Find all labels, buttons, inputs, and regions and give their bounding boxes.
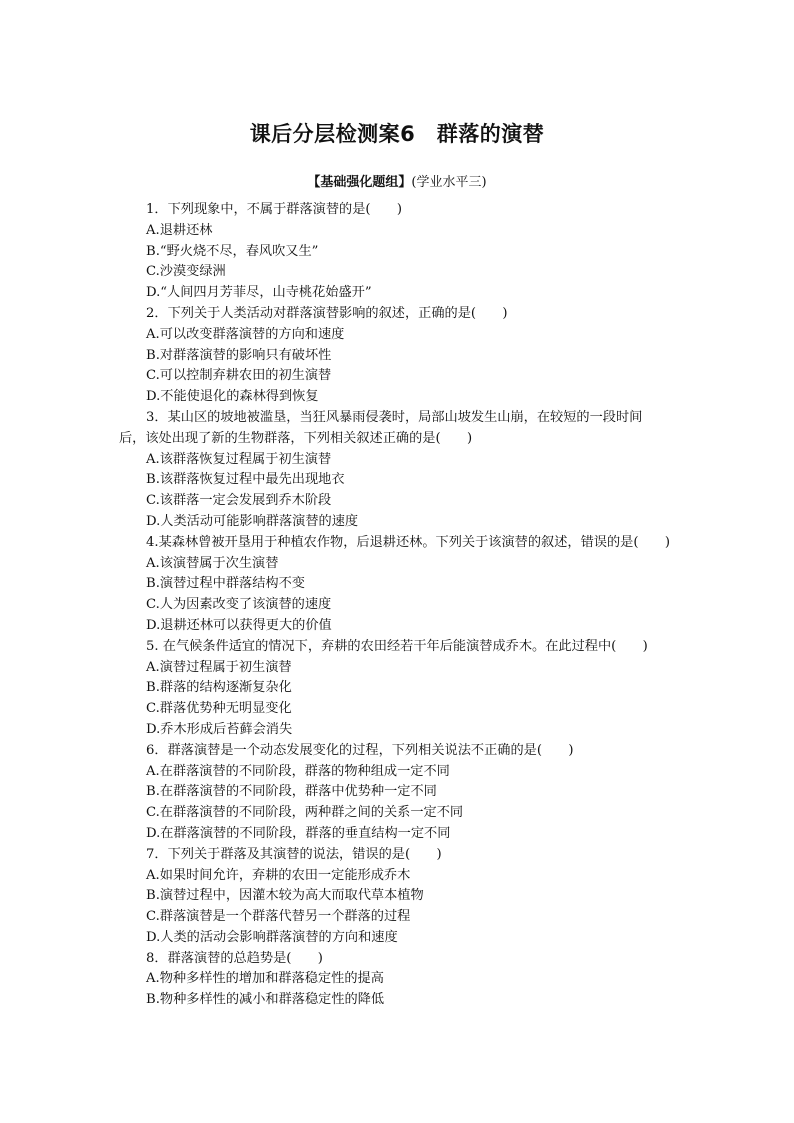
answer-option: D.人类的活动会影响群落演替的方向和速度: [146, 929, 398, 945]
question-list: [119, 200, 679, 1011]
question-stem: 5. 在气候条件适宜的情况下，弃耕的农田经若干年后能演替成乔木。在此过程中( ): [146, 638, 648, 654]
question-stem: 2．下列关于人类活动对群落演替影响的叙述，正确的是( ): [146, 305, 508, 321]
question-stem: 4.某森林曾被开垦用于种植农作物，后退耕还林。下列关于该演替的叙述，错误的是( ): [146, 534, 670, 550]
question-stem: 1．下列现象中，不属于群落演替的是( ): [146, 202, 403, 217]
answer-option: D.人类活动可能影响群落演替的速度: [146, 513, 359, 529]
question-stem: 3．某山区的坡地被滥垦，当狂风暴雨侵袭时，局部山坡发生山崩，在较短的一段时间: [146, 409, 643, 425]
answer-option: B.对群落演替的影响只有破坏性: [146, 347, 332, 363]
answer-option: B.该群落恢复过程中最先出现地衣: [146, 472, 345, 488]
answer-option: B.群落的结构逐渐复杂化: [146, 680, 292, 696]
answer-option: C.群落演替是一个群落代替另一个群落的过程: [146, 909, 411, 925]
section-label: 【基础强化题组】: [307, 175, 412, 190]
answer-option: C.可以控制弃耕农田的初生演替: [146, 368, 332, 384]
answer-option: B.演替过程中群落结构不变: [146, 576, 305, 592]
answer-option: A.可以改变群落演替的方向和速度: [146, 326, 345, 342]
answer-option: C.在群落演替的不同阶段，两种群之间的关系一定不同: [146, 805, 464, 821]
answer-option: D.“人间四月芳菲尽，山寺桃花始盛开”: [146, 285, 372, 301]
answer-option: A.该演替属于次生演替: [146, 555, 279, 571]
answer-option: B.“野火烧不尽，春风吹又生”: [146, 243, 319, 259]
answer-option: D.在群落演替的不同阶段，群落的垂直结构一定不同: [146, 825, 451, 841]
question-stem: 7．下列关于群落及其演替的说法，错误的是( ): [146, 846, 442, 862]
answer-option: C.该群落一定会发展到乔木阶段: [146, 493, 332, 509]
answer-option: C.沙漠变绿洲: [146, 264, 226, 280]
answer-option: A.物种多样性的增加和群落稳定性的提高: [146, 971, 384, 987]
question-stem-continued: 后，该处出现了新的生物群落，下列相关叙述正确的是( ): [119, 430, 473, 446]
question-stem: 8．群落演替的总趋势是( ): [146, 950, 323, 966]
section-level: (学业水平三): [411, 175, 487, 190]
answer-option: D.不能使退化的森林得到恢复: [146, 389, 319, 405]
answer-option: B.演替过程中，因灌木较为高大而取代草本植物: [146, 888, 424, 904]
answer-option: A.在群落演替的不同阶段，群落的物种组成一定不同: [146, 763, 450, 779]
section-heading: [0, 171, 794, 190]
answer-option: B.在群落演替的不同阶段，群落中优势种一定不同: [146, 784, 437, 800]
answer-option: D.退耕还林可以获得更大的价值: [146, 617, 332, 633]
answer-option: C.人为因素改变了该演替的速度: [146, 597, 332, 613]
answer-option: A.退耕还林: [146, 222, 213, 238]
page-title: 课后分层检测案6 群落的演替: [249, 122, 545, 146]
answer-option: A.演替过程属于初生演替: [146, 659, 292, 675]
answer-option: C.群落优势种无明显变化: [146, 701, 292, 717]
answer-option: A.该群落恢复过程属于初生演替: [146, 451, 332, 467]
question-stem: 6．群落演替是一个动态发展变化的过程，下列相关说法不正确的是( ): [146, 742, 574, 758]
answer-option: B.物种多样性的减小和群落稳定性的降低: [146, 992, 385, 1008]
answer-option: D.乔木形成后苔藓会消失: [146, 721, 293, 737]
answer-option: A.如果时间允许，弃耕的农田一定能形成乔木: [146, 867, 411, 883]
